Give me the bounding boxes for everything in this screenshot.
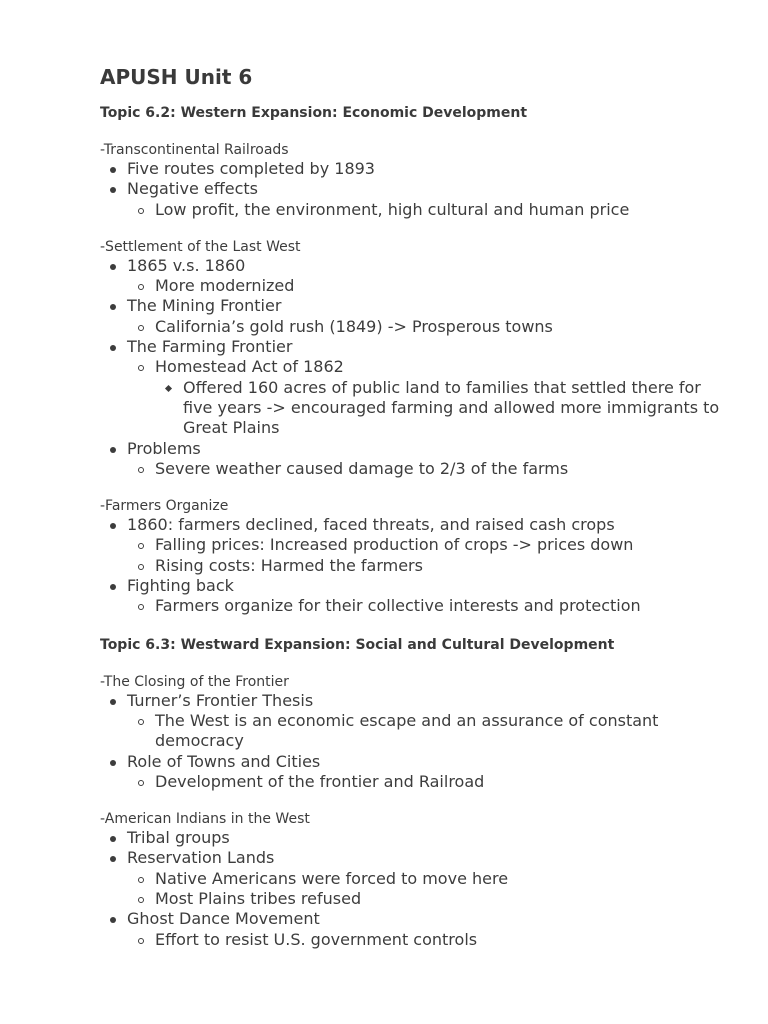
list-item-level-2 <box>100 930 720 950</box>
section-block <box>100 810 720 950</box>
hollow-bullet-icon <box>138 564 144 570</box>
list-item-text: Falling prices: Increased production of crops -> prices down <box>155 535 634 555</box>
filled-bullet-icon <box>110 345 116 351</box>
list-item-text: Reservation Lands <box>127 848 275 868</box>
document-title: APUSH Unit 6 <box>100 65 253 89</box>
filled-bullet-icon <box>110 856 116 862</box>
filled-bullet-icon <box>110 447 116 453</box>
hollow-bullet-icon <box>138 284 144 290</box>
list-item-level-1 <box>100 691 720 711</box>
section-heading: -Settlement of the Last West <box>100 238 301 255</box>
diamond-bullet-icon <box>165 385 172 392</box>
list-item-level-2 <box>100 200 720 220</box>
list-item-text: The Mining Frontier <box>127 296 282 316</box>
list-item-text: Low profit, the environment, high cultural and human price <box>155 199 630 219</box>
filled-bullet-icon <box>110 836 116 842</box>
filled-bullet-icon <box>110 304 116 310</box>
list-item-level-1 <box>100 828 720 848</box>
filled-bullet-icon <box>110 760 116 766</box>
list-item-text: Homestead Act of 1862 <box>155 357 344 377</box>
list-item-text: Role of Towns and Cities <box>127 751 321 771</box>
list-item-level-2 <box>100 889 720 909</box>
list-item-text: Development of the frontier and Railroad <box>155 771 485 791</box>
hollow-bullet-icon <box>138 208 144 214</box>
section-heading: -Transcontinental Railroads <box>100 142 289 158</box>
list-item-level-3 <box>100 378 720 439</box>
filled-bullet-icon <box>110 187 116 193</box>
list-item-level-1 <box>100 576 720 596</box>
list-item-level-2 <box>100 459 720 479</box>
hollow-bullet-icon <box>138 897 144 903</box>
list-item-text: More modernized <box>155 276 295 296</box>
list-item-text: Severe weather caused damage to 2/3 of the farms <box>155 458 569 478</box>
topics-container <box>100 103 720 950</box>
section-block <box>100 673 720 792</box>
list-item-text: Offered 160 acres of public land to families that settled there for five years -> encouraged farming and allowed more immigrants to Great Plains <box>183 377 720 438</box>
list-item-text: Problems <box>127 438 201 458</box>
list-item-level-2 <box>100 711 720 752</box>
list-item-text: Turner’s Frontier Thesis <box>127 690 314 710</box>
list-item-text: Rising costs: Harmed the farmers <box>155 555 423 575</box>
hollow-bullet-icon <box>138 365 144 371</box>
hollow-bullet-icon <box>138 467 144 473</box>
filled-bullet-icon <box>110 699 116 705</box>
list-item-text: The West is an economic escape and an assurance of constant democracy <box>155 710 659 751</box>
list-item-level-2 <box>100 276 720 296</box>
filled-bullet-icon <box>110 917 116 923</box>
list-item-text: Farmers organize for their collective interests and protection <box>155 596 641 616</box>
list-item-text: Five routes completed by 1893 <box>127 159 375 178</box>
list-item-text: Fighting back <box>127 576 234 596</box>
list-item-text: 1865 v.s. 1860 <box>127 255 246 275</box>
list-item-level-2 <box>100 596 720 616</box>
list-item-level-1 <box>100 515 720 535</box>
list-item-text: Most Plains tribes refused <box>155 889 362 909</box>
list-item-level-1 <box>100 296 720 316</box>
list-item-text: The Farming Frontier <box>127 337 293 357</box>
list-item-level-1 <box>100 848 720 868</box>
list-item-level-1 <box>100 337 720 357</box>
topic-heading: Topic 6.3: Westward Expansion: Social and Cultural Development <box>100 636 615 653</box>
list-item-text: Native Americans were forced to move here <box>155 868 509 888</box>
list-item-level-1 <box>100 256 720 276</box>
list-item-text: Effort to resist U.S. government controls <box>155 929 478 949</box>
filled-bullet-icon <box>110 584 116 590</box>
hollow-bullet-icon <box>138 938 144 944</box>
section-heading: -Farmers Organize <box>100 498 229 515</box>
filled-bullet-icon <box>110 264 116 270</box>
list-item-level-2 <box>100 772 720 792</box>
note-document <box>100 62 720 950</box>
list-item-level-2 <box>100 317 720 337</box>
hollow-bullet-icon <box>138 780 144 786</box>
topic-block <box>100 103 720 617</box>
list-item-level-1 <box>100 179 720 199</box>
list-item-text: Tribal groups <box>127 828 230 848</box>
list-item-text: Negative effects <box>127 179 259 199</box>
list-item-level-1 <box>100 159 720 179</box>
list-item-text: 1860: farmers declined, faced threats, and raised cash crops <box>127 515 615 535</box>
list-item-level-1 <box>100 439 720 459</box>
hollow-bullet-icon <box>138 325 144 331</box>
list-item-level-2 <box>100 556 720 576</box>
hollow-bullet-icon <box>138 604 144 610</box>
hollow-bullet-icon <box>138 543 144 549</box>
list-item-level-1 <box>100 752 720 772</box>
list-item-level-2 <box>100 535 720 555</box>
section-heading: -American Indians in the West <box>100 811 310 828</box>
list-item-level-2 <box>100 357 720 377</box>
topic-heading: Topic 6.2: Western Expansion: Economic Development <box>100 105 528 121</box>
hollow-bullet-icon <box>138 877 144 883</box>
section-block <box>100 497 720 616</box>
topic-block <box>100 635 720 950</box>
section-heading: -The Closing of the Frontier <box>100 673 289 690</box>
list-item-text: Ghost Dance Movement <box>127 909 320 929</box>
section-block <box>100 238 720 479</box>
hollow-bullet-icon <box>138 719 144 725</box>
filled-bullet-icon <box>110 523 116 529</box>
list-item-text: California’s gold rush (1849) -> Prosperous towns <box>155 316 553 336</box>
filled-bullet-icon <box>110 167 116 173</box>
list-item-level-1 <box>100 909 720 929</box>
section-block <box>100 141 720 220</box>
list-item-level-2 <box>100 869 720 889</box>
